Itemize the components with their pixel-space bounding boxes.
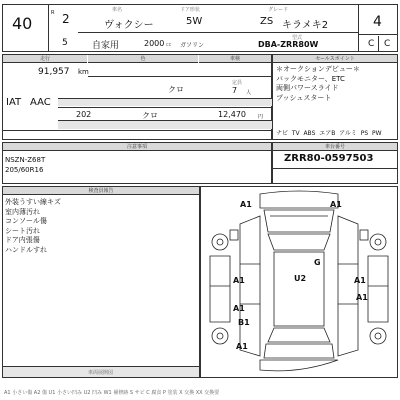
capacity-unit: 人 (246, 90, 252, 96)
equip-tv: TV (291, 130, 300, 137)
damage-legend: A1 小さい傷 A2 傷 U1 小さい凹み U2 凹み W1 補修跡 S サビ C 腐食 P 塗装 X 交換 XX 交換要 (4, 390, 220, 396)
header-mileage: 走行 (3, 55, 87, 63)
lot-number: 40 (12, 14, 33, 33)
note-item: ドア内張傷 (5, 236, 40, 244)
model-code: DBA-ZRR80W (258, 40, 319, 49)
overall-score: 4 (373, 14, 382, 30)
r-label: R (51, 10, 55, 16)
note-item: コンソール傷 (5, 217, 47, 225)
car-name: ヴォクシー (104, 20, 154, 31)
sell-points-list (276, 65, 360, 103)
color-value: クロ (168, 85, 184, 94)
sell-point: バックモニター、ETC (276, 74, 345, 83)
header-sellpoint: セールスポイント (273, 55, 397, 63)
mark-left-b1: B1 (238, 318, 250, 327)
header-notes-spec: 注意事項 (3, 143, 271, 151)
model-label: 型式 (292, 35, 303, 41)
sell-point: プッシュスタート (276, 93, 332, 102)
tire-size: 205/60R16 (5, 166, 44, 174)
inspector-notes (5, 198, 61, 255)
mark-front-left: A1 (240, 200, 252, 209)
mark-rear-a1: A1 (236, 342, 248, 351)
mark-front-right: A1 (330, 200, 342, 209)
exterior-grade: C (384, 39, 391, 49)
engine-cc: 2000 (144, 39, 165, 48)
fuel-type: ガソリン (180, 42, 205, 49)
color-number: 202 (76, 110, 92, 119)
note-item: 室内薄汚れ (5, 207, 40, 216)
equip-pw: PW (372, 130, 382, 137)
year-bottom: 5 (62, 38, 68, 48)
mileage-unit: km (78, 68, 89, 76)
header-inspection: 車検 (199, 55, 271, 63)
mark-left-a1b: A1 (233, 304, 245, 313)
price-value: 12,470 (218, 110, 246, 119)
note-item: シート汚れ (5, 226, 40, 235)
mark-left-a1: A1 (233, 276, 245, 285)
sell-point: 両側パワースライド (276, 84, 339, 92)
air-conditioner: AAC (30, 97, 51, 108)
year-top: 2 (62, 12, 70, 26)
transmission: IAT (6, 97, 22, 108)
usage-type: 自家用 (92, 41, 120, 51)
equip-abs: ABS (303, 130, 316, 137)
price-unit: 円 (258, 114, 264, 120)
sell-point: ＊オークションデビュー＊ (276, 65, 360, 73)
grade-suffix: キラメキ2 (282, 20, 329, 31)
header-door: ドア形状 (180, 7, 200, 13)
cc-unit: cc (166, 42, 172, 48)
equip-navi: ナビ (276, 130, 289, 137)
note-item: 外装うすい線キズ (5, 198, 61, 206)
header-vehicle-diagram: 車両展開図 (88, 370, 114, 376)
header-capacity: 定員 (232, 80, 243, 86)
equip-ps: PS (360, 130, 369, 137)
header-color: 色 (88, 55, 198, 63)
mark-u2: U2 (294, 274, 307, 283)
capacity-value: 7 (232, 86, 238, 95)
door-shape: 5W (186, 16, 203, 27)
interior-grade: C (368, 39, 375, 49)
header-grade: グレード (268, 7, 289, 13)
note-item: ハンドルすれ (5, 245, 47, 254)
color-secondary: クロ (142, 111, 158, 120)
header-chassis: 車台番号 (273, 143, 397, 151)
engine-model: NSZN-Z68T (5, 156, 46, 164)
mark-right-a1: A1 (354, 276, 366, 285)
grade-name: ZS (260, 16, 274, 27)
equip-alloy: アルミ (339, 130, 357, 137)
header-inspector-report: 検査員報告 (3, 187, 199, 195)
equip-airbag: エアB (319, 130, 336, 137)
header-name: 車名 (112, 7, 123, 13)
mileage-value: 91,957 (38, 67, 70, 77)
chassis-number: ZRR80-0597503 (284, 153, 374, 164)
mark-right-a1b: A1 (356, 293, 368, 302)
mark-g: G (314, 258, 321, 267)
equipment-list (276, 128, 382, 137)
